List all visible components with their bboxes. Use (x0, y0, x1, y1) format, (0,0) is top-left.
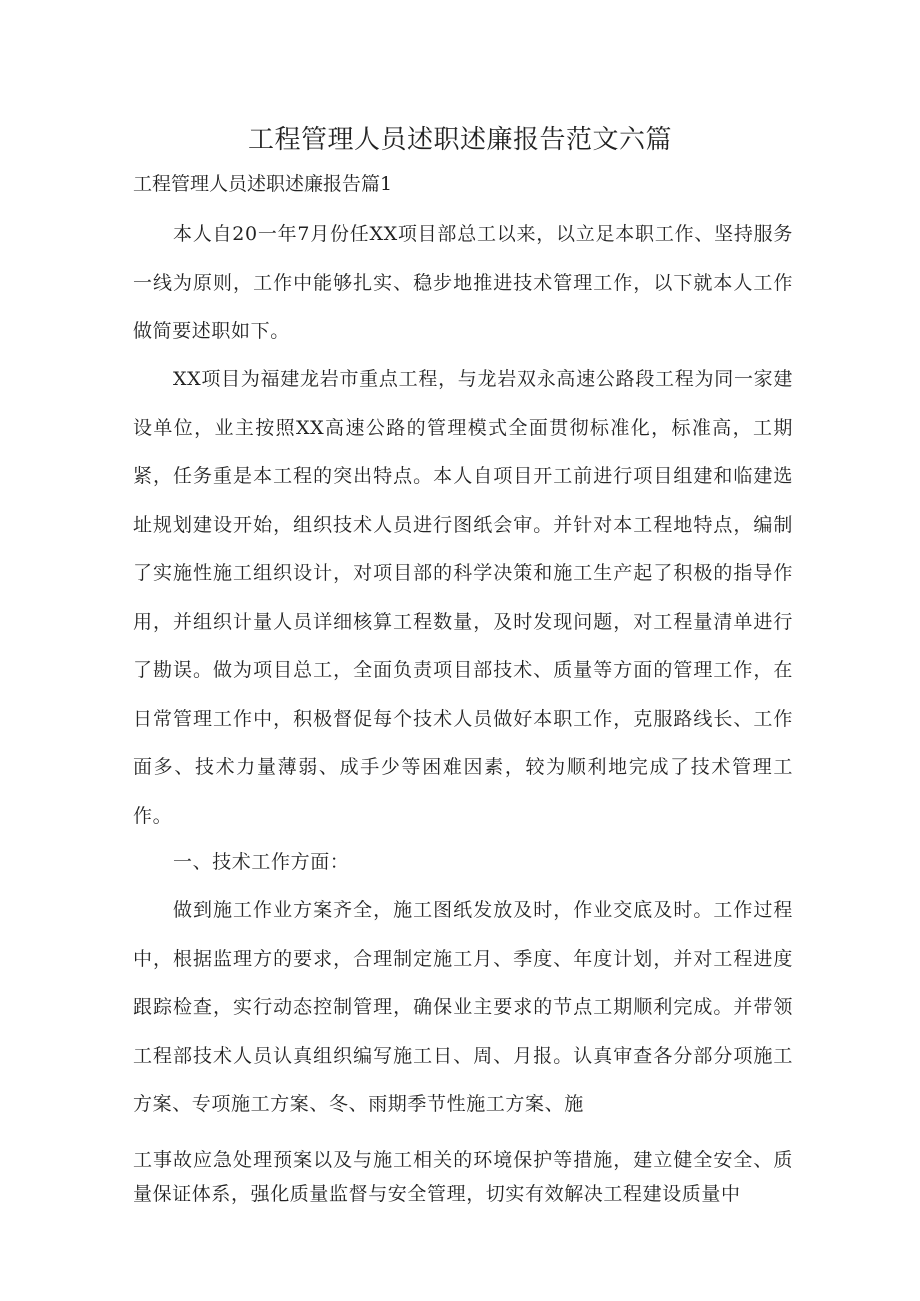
paragraph-tail: 工事故应急处理预案以及与施工相关的环境保护等措施，建立健全安全、质量保证体系，强化质量监督与安全管理，切实有效解决工程建设质量中 (133, 1149, 793, 1205)
paragraph-intro: 本人自20一年7月份任XX项目部总工以来，以立足本职工作、坚持服务一线为原则，工作中能够扎实、稳步地推进技术管理工作，以下就本人工作做简要述职如下。 (133, 223, 793, 342)
section-heading-technical: 一、技术工作方面： (173, 851, 350, 873)
section-subheading: 工程管理人员述职述廉报告篇1 (133, 173, 393, 195)
paragraph-technical: 做到施工作业方案齐全，施工图纸发放及时，作业交底及时。工作过程中，根据监理方的要求，合理制定施工月、季度、年度计划，并对工程进度跟踪检查，实行动态控制管理，确保业主要求的节点工期顺利完成。并带领工程部技术人员认真组织编写施工日、周、月报。认真审查各分部分项施工方案、专项施工方案、冬、雨期季节性施工方案、施 (133, 899, 793, 1115)
paragraph-project: XX项目为福建龙岩市重点工程，与龙岩双永高速公路段工程为同一家建设单位，业主按照XX高速公路的管理模式全面贯彻标准化，标准高，工期紧，任务重是本工程的突出特点。本人自项目开工前进行项目组建和临建选址规划建设开始，组织技术人员进行图纸会审。并针对本工程地特点，编制了实施性施工组织设计，对项目部的科学决策和施工生产起了积极的指导作用，并组织计量人员详细核算工程数量，及时发现问题，对工程量清单进行了勘误。做为项目总工，全面负责项目部技术、质量等方面的管理工作，在日常管理工作中，积极督促每个技术人员做好本职工作，克服路线长、工作面多、技术力量薄弱、成手少等困难因素，较为顺利地完成了技术管理工作。 (133, 368, 793, 827)
document-title: 工程管理人员述职述廉报告范文六篇 (247, 125, 672, 155)
